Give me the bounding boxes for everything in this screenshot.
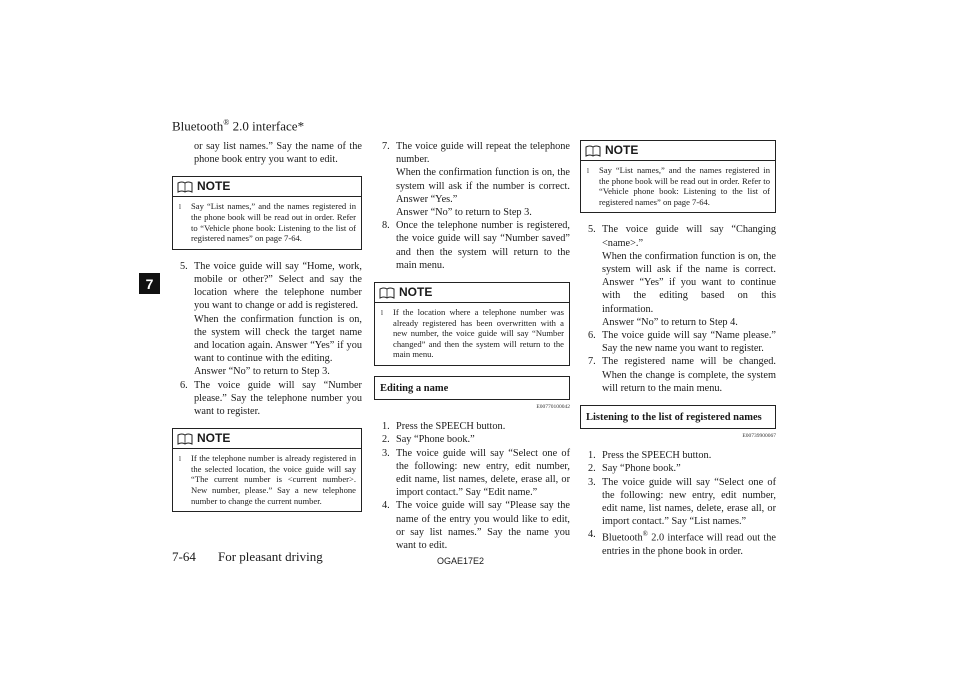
note-book-icon xyxy=(379,287,395,299)
paragraph: When the confirmation function is on, the system will ask if the name is correct. Answer “Yes” if you want to continue with the editing based on this information. xyxy=(602,250,776,315)
note-body xyxy=(173,197,361,248)
paragraph: Answer “No” to return to Step 3. xyxy=(194,366,330,378)
document-code: OGAE17E2 xyxy=(437,556,485,566)
page-header: Bluetooth® 2.0 interface* xyxy=(172,118,305,134)
note-header xyxy=(375,283,569,303)
list-item: 5. The voice guide will say “Changing <name>.” xyxy=(588,224,776,249)
list-item: 6. The voice guide will say “Name please.” Say the new name you want to register. xyxy=(588,330,776,355)
note-header xyxy=(173,429,361,449)
note-body xyxy=(375,303,569,365)
paragraph: Answer “No” to return to Step 4. xyxy=(602,316,738,328)
list-item: 2. Say “Phone book.” xyxy=(588,463,681,475)
note-box xyxy=(172,428,362,512)
section-heading: Listening to the list of registered names xyxy=(580,405,776,429)
note-body xyxy=(173,449,361,511)
bullet-icon: l xyxy=(587,167,589,175)
note-header xyxy=(581,141,775,161)
note-box xyxy=(580,140,776,213)
note-text: If the telephone number is already registered in the selected location, the voice guide will say “The current number is <current number>. New number, please.” Say a new telephone number to change the current number. xyxy=(191,453,356,506)
list-item: 1. Press the SPEECH button. xyxy=(588,450,712,462)
paragraph: or say list names.” Say the name of the phone book entry you want to edit. xyxy=(194,141,362,166)
chapter-tab: 7 xyxy=(139,273,160,294)
list-item: 4. The voice guide will say “Please say the name of the entry you would like to edit, or say list names.” Say the name you want to edit. xyxy=(382,500,570,552)
paragraph: Answer “No” to return to Step 3. xyxy=(396,207,532,219)
note-text: Say “List names,” and the names registered in the phone book will be read out in order. Refer to “Vehicle phone book: Listening to the list of registered names” on page 7-64. xyxy=(191,201,356,244)
column-2 xyxy=(374,140,570,552)
note-book-icon xyxy=(585,145,601,157)
note-title: NOTE xyxy=(197,179,231,194)
list-item: 1. Press the SPEECH button. xyxy=(382,421,506,433)
list-item: 6. The voice guide will say “Number please.” Say the telephone number you want to register. xyxy=(180,379,362,418)
note-text: If the location where a telephone number was already registered has been overwritten with a new number, the voice guide will say “Number changed” and then the system will return to the main menu. xyxy=(393,307,564,360)
bullet-icon: l xyxy=(179,203,181,212)
list-item: 2. Say “Phone book.” xyxy=(382,434,475,446)
note-text: Say “List names,” and the names registered in the phone book will be read out in order. Refer to “Vehicle phone book: Listening to the list of registered names” on page 7-64. xyxy=(599,165,770,207)
section-heading: Editing a name xyxy=(374,376,570,400)
column-3 xyxy=(580,140,776,558)
note-box xyxy=(374,282,570,366)
section-code: E00770100042 xyxy=(536,404,570,410)
page-number: 7-64 xyxy=(172,549,196,564)
bullet-icon: l xyxy=(381,309,383,318)
paragraph: When the confirmation function is on, the system will ask if the number is correct. Answer “Yes.” xyxy=(396,167,570,205)
note-book-icon xyxy=(177,181,193,193)
note-box xyxy=(172,176,362,249)
list-item: 5. The voice guide will say “Home, work, mobile or other?” Select and say the location where the telephone number you want to change or add is registered. xyxy=(180,260,362,312)
list-item: 8. Once the telephone number is registered, the voice guide will say “Number saved” and then the system will return to the main menu. xyxy=(382,220,570,271)
column-1 xyxy=(172,140,362,522)
note-title: NOTE xyxy=(605,142,639,157)
footer-title: For pleasant driving xyxy=(218,549,323,564)
bullet-icon: l xyxy=(179,455,181,464)
section-code: E00739900067 xyxy=(742,433,776,440)
note-body xyxy=(581,161,775,212)
list-item: 7. The registered name will be changed. When the change is complete, the system will return to the main menu. xyxy=(588,356,776,394)
list-item: 7. The voice guide will repeat the telephone number. xyxy=(382,141,570,166)
note-title: NOTE xyxy=(399,284,433,299)
list-item: 3. The voice guide will say “Select one of the following: new entry, edit number, edit name, list names, delete, erase all, or import contact.” Say “Edit name.” xyxy=(382,447,570,499)
list-item: 3. The voice guide will say “Select one of the following: new entry, edit number, edit name, list names, delete, erase all, or import contact.” Say “List names.” xyxy=(588,476,776,528)
note-title: NOTE xyxy=(197,431,231,446)
paragraph: When the confirmation function is on, the system will check the target name and location again. Answer “Yes” if you want to continue with the editing. xyxy=(194,313,362,365)
list-item: 4. Bluetooth® 2.0 interface will read out the entries in the phone book in order. xyxy=(588,529,776,558)
note-book-icon xyxy=(177,433,193,445)
note-header xyxy=(173,177,361,197)
